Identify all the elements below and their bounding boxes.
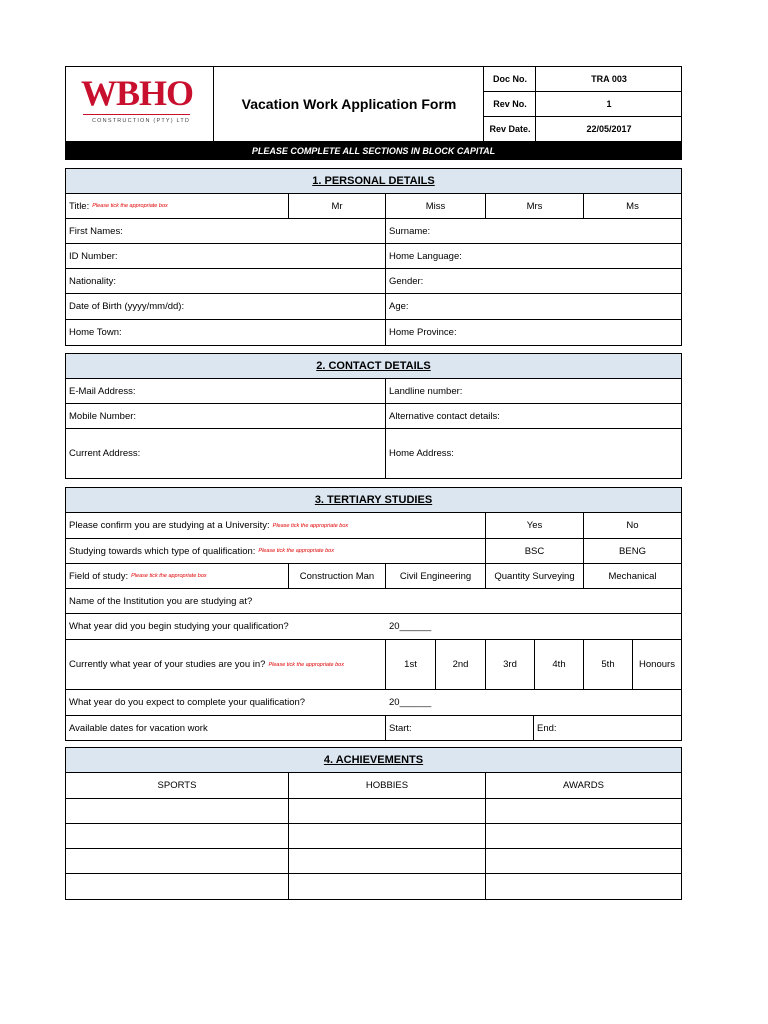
title-label: Title: [69, 200, 90, 212]
institution-field[interactable]: Name of the Institution you are studying at? [66, 589, 681, 614]
column-header-sports: SPORTS [66, 773, 289, 799]
field-of-study-label: Field of study: Please tick the appropriate box [66, 564, 289, 589]
column-header-awards: AWARDS [486, 773, 681, 799]
hobbies-entry[interactable] [289, 849, 486, 874]
title-option-miss[interactable]: Miss [386, 194, 486, 219]
home-language-field[interactable]: Home Language: [386, 244, 681, 269]
rev-date-label: Rev Date. [483, 117, 536, 141]
option-construction-man[interactable]: Construction Man [289, 564, 386, 589]
qualification-hint: Please tick the appropriate box [258, 548, 334, 554]
year-option-3rd[interactable]: 3rd [486, 640, 535, 690]
logo-underline [83, 114, 190, 115]
begin-year-label: What year did you begin studying your qualification? [66, 614, 386, 640]
begin-year-field[interactable]: 20______ [386, 614, 681, 640]
rev-no-label: Rev No. [483, 92, 536, 117]
sports-entry[interactable] [66, 849, 289, 874]
title-label-cell [66, 194, 289, 219]
field-of-study-hint: Please tick the appropriate box [131, 573, 207, 579]
column-header-hobbies: HOBBIES [289, 773, 486, 799]
gender-field[interactable]: Gender: [386, 269, 681, 294]
awards-entry[interactable] [486, 874, 681, 899]
complete-year-field[interactable]: 20______ [386, 690, 681, 716]
title-hint: Please tick the appropriate box [92, 203, 168, 209]
rev-date-value: 22/05/2017 [535, 117, 682, 141]
dob-field[interactable]: Date of Birth (yyyy/mm/dd): [66, 294, 386, 320]
title-option-ms[interactable]: Ms [584, 194, 681, 219]
wbho-logo: WBHO [81, 73, 194, 113]
option-yes[interactable]: Yes [486, 513, 584, 539]
vacation-start-field[interactable]: Start: [386, 716, 534, 740]
contact-details-heading: 2. CONTACT DETAILS [66, 354, 681, 379]
home-address-field[interactable]: Home Address: [389, 448, 454, 459]
sports-entry[interactable] [66, 874, 289, 899]
current-year-label: Currently what year of your studies are you in? Please tick the appropriate box [66, 640, 386, 690]
awards-entry[interactable] [486, 799, 681, 824]
email-field[interactable]: E-Mail Address: [66, 379, 386, 404]
awards-entry[interactable] [486, 849, 681, 874]
university-confirm-hint: Please tick the appropriate box [272, 522, 349, 529]
vacation-end-field[interactable]: End: [537, 722, 557, 734]
landline-field[interactable]: Landline number: [386, 379, 681, 404]
home-province-field[interactable]: Home Province: [389, 327, 457, 338]
personal-details-section [65, 168, 682, 346]
vacation-dates-label: Available dates for vacation work [66, 716, 386, 740]
mobile-field[interactable]: Mobile Number: [66, 404, 386, 429]
sports-entry[interactable] [66, 824, 289, 849]
qualification-label: Studying towards which type of qualification: Please tick the appropriate box [66, 539, 486, 564]
tertiary-studies-heading: 3. TERTIARY STUDIES [66, 488, 681, 513]
doc-no-value: TRA 003 [535, 67, 682, 92]
current-year-hint: Please tick the appropriate box [268, 661, 344, 668]
logo-subtext: CONSTRUCTION (PTY) LTD [92, 118, 191, 124]
logo-area [66, 67, 214, 141]
rev-no-value: 1 [535, 92, 682, 117]
hobbies-entry[interactable] [289, 824, 486, 849]
current-address-field[interactable]: Current Address: [66, 429, 386, 478]
alternative-contact-field[interactable]: Alternative contact details: [386, 404, 681, 429]
tertiary-studies-section [65, 487, 682, 741]
year-option-5th[interactable]: 5th [584, 640, 633, 690]
option-mechanical[interactable]: Mechanical [584, 564, 681, 589]
surname-field[interactable]: Surname: [386, 219, 681, 244]
title-option-mr[interactable]: Mr [289, 194, 386, 219]
personal-details-heading: 1. PERSONAL DETAILS [66, 169, 681, 194]
home-town-field[interactable]: Home Town: [66, 320, 386, 345]
awards-entry[interactable] [486, 824, 681, 849]
option-bsc[interactable]: BSC [486, 539, 584, 564]
year-option-2nd[interactable]: 2nd [436, 640, 486, 690]
year-option-1st[interactable]: 1st [386, 640, 436, 690]
option-quantity-surveying[interactable]: Quantity Surveying [486, 564, 584, 589]
instruction-banner: PLEASE COMPLETE ALL SECTIONS IN BLOCK CAPITAL [65, 142, 682, 160]
document-header [65, 66, 682, 142]
university-confirm-label: Please confirm you are studying at a University: Please tick the appropriate box [66, 513, 486, 539]
title-option-mrs[interactable]: Mrs [486, 194, 584, 219]
nationality-field[interactable]: Nationality: [66, 269, 386, 294]
hobbies-entry[interactable] [289, 799, 486, 824]
sports-entry[interactable] [66, 799, 289, 824]
form-title: Vacation Work Application Form [241, 96, 457, 112]
first-names-field[interactable]: First Names: [66, 219, 386, 244]
id-number-field[interactable]: ID Number: [66, 244, 386, 269]
achievements-section [65, 747, 682, 900]
option-no[interactable]: No [584, 513, 681, 539]
contact-details-section [65, 353, 682, 479]
year-option-honours[interactable]: Honours [633, 640, 681, 690]
option-beng[interactable]: BENG [584, 539, 681, 564]
achievements-heading: 4. ACHIEVEMENTS [66, 748, 681, 773]
complete-year-label: What year do you expect to complete your qualification? [66, 690, 386, 716]
doc-no-label: Doc No. [483, 67, 536, 92]
age-field[interactable]: Age: [386, 294, 681, 320]
year-option-4th[interactable]: 4th [535, 640, 584, 690]
option-civil-engineering[interactable]: Civil Engineering [386, 564, 486, 589]
hobbies-entry[interactable] [289, 874, 486, 899]
